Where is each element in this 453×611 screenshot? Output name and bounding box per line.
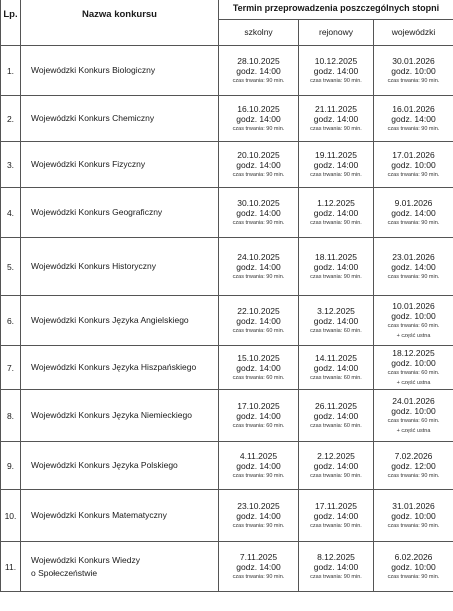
stage-duration: czas trwania: 90 min. [310,472,362,479]
stage-cell-regional [299,542,374,592]
stage-duration: czas trwania: 60 min. [232,374,285,381]
stage-cell-voivodeship [374,46,453,96]
stage-time: godz. 14:00 [313,460,359,471]
table-row [1,442,453,490]
stage-date: 19.11.2025 [315,149,357,160]
stage-time: godz. 10:00 [391,310,436,321]
stage-date: 2.12.2025 [317,450,355,461]
stage-cell-voivodeship [374,238,453,296]
stage-duration: czas trwania: 90 min. [232,171,285,178]
stage-date: 15.10.2025 [237,352,280,363]
stage-time: godz. 14:00 [236,315,281,326]
competition-name: Wojewódzki Konkurs Chemiczny [21,96,219,142]
stage-time: godz. 14:00 [236,207,281,218]
stage-date: 17.11.2025 [315,500,357,511]
stage-duration: czas trwania: 90 min. [387,77,440,84]
stage-date: 14.11.2025 [315,352,357,363]
stage-time: godz. 10:00 [391,65,436,76]
stage-date: 7.11.2025 [239,551,278,562]
stage-cell-school [219,346,299,390]
stage-cell-voivodeship [374,188,453,238]
stage-cell-regional [299,442,374,490]
row-number: 10. [1,490,21,542]
stage-date: 4.11.2025 [239,450,278,461]
stage-cell-voivodeship [374,490,453,542]
stage-time: godz. 14:00 [391,113,436,124]
stage-duration: czas trwania: 60 min. [310,374,362,381]
row-number: 6. [1,296,21,346]
table-row [1,542,453,592]
stage-time: godz. 10:00 [391,561,436,572]
stage-date: 21.11.2025 [315,103,357,114]
stage-cell-voivodeship [374,390,453,442]
stage-cell-school [219,238,299,296]
stage-duration: czas trwania: 90 min. [232,472,285,479]
competition-name: Wojewódzki Konkurs Historyczny [21,238,219,296]
stage-duration: czas trwania: 60 min. [232,327,285,334]
row-number: 3. [1,142,21,188]
stage-date: 16.10.2025 [237,103,280,114]
stage-duration: czas trwania: 90 min. [232,522,285,529]
stage-time: godz. 10:00 [391,357,436,368]
stage-cell-school [219,96,299,142]
stage-time: godz. 14:00 [391,207,436,218]
stage-cell-voivodeship [374,296,453,346]
stage-time: godz. 10:00 [391,159,436,170]
competition-name [21,542,219,592]
header-stage-regional: rejonowy [299,19,374,45]
stage-cell-regional [299,490,374,542]
stage-duration: czas trwania: 90 min. [310,219,362,226]
stage-date: 18.11.2025 [315,251,357,262]
stage-duration: czas trwania: 60 min. [387,322,440,329]
row-number: 4. [1,188,21,238]
stage-time: godz. 14:00 [236,65,281,76]
header-name: Nazwa konkursu [21,0,219,46]
row-number: 1. [1,46,21,96]
stage-time: godz. 14:00 [236,159,281,170]
table-row [1,142,453,188]
stage-cell-school [219,542,299,592]
stage-duration: czas trwania: 90 min. [232,125,285,132]
stage-cell-school [219,46,299,96]
stage-date: 24.10.2025 [237,251,280,262]
stage-duration: czas trwania: 90 min. [387,472,440,479]
stage-duration: czas trwania: 90 min. [232,219,285,226]
competition-name: Wojewódzki Konkurs Biologiczny [21,46,219,96]
stage-time: godz. 14:00 [313,113,359,124]
stage-time: godz. 10:00 [391,405,436,416]
competition-name: Wojewódzki Konkurs Języka Polskiego [21,442,219,490]
stage-cell-regional [299,188,374,238]
header-stage-voivodeship: wojewódzki [374,19,453,45]
table-row [1,46,453,96]
stage-cell-voivodeship [374,346,453,390]
stage-duration: czas trwania: 90 min. [310,273,362,280]
stage-extra: + część ustna [396,427,431,434]
stage-date: 17.10.2025 [237,400,280,411]
stage-cell-voivodeship [374,442,453,490]
row-number: 9. [1,442,21,490]
stage-cell-voivodeship [374,142,453,188]
stage-date: 31.01.2026 [392,500,435,511]
row-number: 2. [1,96,21,142]
stage-time: godz. 12:00 [391,460,436,471]
stage-time: godz. 14:00 [313,207,359,218]
stage-duration: czas trwania: 60 min. [232,422,285,429]
header-stage-school: szkolny [219,19,299,45]
stage-cell-regional [299,296,374,346]
competition-name: Wojewódzki Konkurs Języka Angielskiego [21,296,219,346]
stage-time: godz. 14:00 [313,261,359,272]
header-lp: Lp. [1,0,21,46]
stage-duration: czas trwania: 90 min. [310,573,362,580]
stage-duration: czas trwania: 90 min. [310,125,362,132]
stage-cell-regional [299,238,374,296]
stage-duration: czas trwania: 90 min. [310,522,362,529]
competition-name: Wojewódzki Konkurs Fizyczny [21,142,219,188]
stage-duration: czas trwania: 60 min. [387,417,440,424]
stage-time: godz. 14:00 [313,315,359,326]
stage-duration: czas trwania: 90 min. [387,125,440,132]
stage-date: 1.12.2025 [317,197,355,208]
stage-duration: czas trwania: 90 min. [387,171,440,178]
table-row [1,96,453,142]
stage-cell-regional [299,96,374,142]
stage-date: 26.11.2025 [315,400,357,411]
competition-name-line: Wojewódzki Konkurs Wiedzy [31,554,140,565]
stage-time: godz. 14:00 [236,460,281,471]
stage-extra: + część ustna [396,379,431,386]
stage-date: 30.10.2025 [237,197,280,208]
stage-date: 23.10.2025 [237,500,280,511]
row-number: 5. [1,238,21,296]
stage-date: 8.12.2025 [317,551,355,562]
stage-duration: czas trwania: 90 min. [387,273,440,280]
competition-name: Wojewódzki Konkurs Języka Niemieckiego [21,390,219,442]
stage-time: godz. 14:00 [313,362,359,373]
stage-duration: czas trwania: 90 min. [310,77,362,84]
stage-time: godz. 14:00 [236,113,281,124]
stage-date: 10.12.2025 [314,55,358,66]
stage-cell-school [219,296,299,346]
stage-duration: czas trwania: 90 min. [387,573,440,580]
stage-duration: czas trwania: 90 min. [232,77,285,84]
stage-duration: czas trwania: 90 min. [387,522,440,529]
stage-date: 28.10.2025 [237,55,280,66]
stage-time: godz. 14:00 [313,510,359,521]
stage-date: 24.01.2026 [392,395,435,406]
stage-date: 9.01.2026 [394,197,433,208]
stage-date: 22.10.2025 [237,305,280,316]
stage-date: 20.10.2025 [237,149,280,160]
competition-name: Wojewódzki Konkurs Języka Hiszpańskiego [21,346,219,390]
stage-cell-school [219,188,299,238]
table-row [1,346,453,390]
stage-date: 23.01.2026 [392,251,435,262]
table-row [1,238,453,296]
competition-name: Wojewódzki Konkurs Matematyczny [21,490,219,542]
stage-date: 6.02.2026 [394,551,433,562]
stage-date: 10.01.2026 [392,300,435,311]
stage-duration: czas trwania: 90 min. [232,573,285,580]
stage-duration: czas trwania: 60 min. [310,327,362,334]
table-row [1,390,453,442]
table-row [1,188,453,238]
stage-duration: czas trwania: 90 min. [387,219,440,226]
stage-date: 7.02.2026 [394,450,433,461]
header-terms: Termin przeprowadzenia poszczególnych stopni [219,0,453,19]
stage-time: godz. 14:00 [236,362,281,373]
stage-time: godz. 14:00 [391,261,436,272]
stage-cell-voivodeship [374,542,453,592]
stage-extra: + część ustna [396,332,431,339]
table-row [1,296,453,346]
stage-duration: czas trwania: 90 min. [310,171,362,178]
stage-cell-voivodeship [374,96,453,142]
row-number: 8. [1,390,21,442]
stage-time: godz. 14:00 [313,159,359,170]
stage-duration: czas trwania: 60 min. [387,369,440,376]
stage-duration: czas trwania: 90 min. [232,273,285,280]
stage-time: godz. 14:00 [236,510,281,521]
stage-time: godz. 14:00 [236,410,281,421]
stage-date: 3.12.2025 [317,305,355,316]
row-number: 7. [1,346,21,390]
stage-date: 30.01.2026 [392,55,435,66]
competition-name-line: o Społeczeństwie [31,567,98,578]
stage-cell-school [219,442,299,490]
competition-name: Wojewódzki Konkurs Geograficzny [21,188,219,238]
stage-cell-regional [299,142,374,188]
stage-time: godz. 14:00 [236,261,281,272]
stage-cell-school [219,390,299,442]
stage-time: godz. 14:00 [313,65,359,76]
stage-time: godz. 14:00 [313,561,359,572]
stage-date: 18.12.2025 [392,347,435,358]
stage-cell-school [219,142,299,188]
stage-time: godz. 10:00 [391,510,436,521]
stage-cell-regional [299,390,374,442]
stage-date: 16.01.2026 [392,103,435,114]
table-row [1,490,453,542]
stage-time: godz. 14:00 [236,561,281,572]
stage-duration: czas trwania: 60 min. [310,422,362,429]
stage-cell-regional [299,346,374,390]
row-number: 11. [1,542,21,592]
stage-cell-regional [299,46,374,96]
stage-cell-school [219,490,299,542]
stage-date: 17.01.2026 [392,149,435,160]
stage-time: godz. 14:00 [313,410,359,421]
